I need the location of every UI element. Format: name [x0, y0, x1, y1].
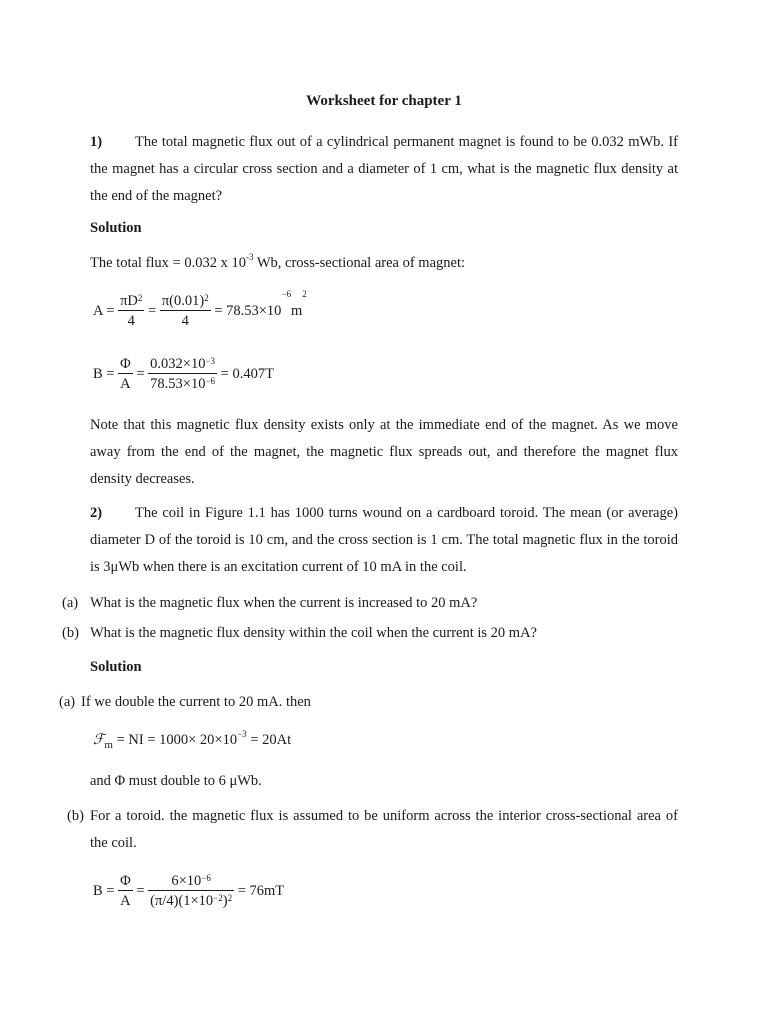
- fraction-numerator-exponent: −6: [201, 873, 211, 883]
- fraction-numerator: Φ: [120, 873, 131, 889]
- question-2a-text: What is the magnetic flux when the current is increased to 20 mA?: [90, 595, 478, 611]
- fraction-numerator: π(0.01): [161, 293, 205, 309]
- mmf-subscript: m: [104, 738, 113, 751]
- mmf-exponent: −3: [237, 729, 247, 739]
- fraction-numerator: πD: [120, 293, 138, 309]
- question-2b: [62, 625, 537, 642]
- equation-b2-lhs: B =: [93, 883, 115, 899]
- question-1-number: 1): [90, 134, 103, 150]
- equation-area-lhs: A =: [93, 303, 115, 319]
- fraction-numerator: 0.032×10: [150, 356, 206, 372]
- fraction-numerator-exponent: −3: [205, 356, 216, 366]
- equation-b-lhs: B =: [93, 366, 115, 382]
- fraction-denominator: (π/4)(1×10: [150, 893, 214, 909]
- fraction-denominator-exponent: −2: [213, 893, 223, 903]
- equation-area: [93, 289, 307, 331]
- equation-b2-fraction-1: [118, 872, 133, 911]
- solution-2a: [59, 694, 311, 711]
- fraction-denominator: 78.53×10: [150, 376, 206, 392]
- equals-sign: =: [136, 883, 145, 899]
- flux-line: [90, 252, 465, 272]
- solution-2b-text: For a toroid. the magnetic flux is assumed to be uniform across the interior cross-sectional area of the coil.: [90, 808, 678, 851]
- question-2b-text: What is the magnetic flux density within the coil when the current is 20 mA?: [90, 625, 537, 641]
- solution-2a-label: (a): [59, 694, 76, 710]
- fraction-denominator: 4: [181, 313, 189, 329]
- fraction-denominator: 4: [127, 313, 135, 329]
- equation-flux-density-2: [93, 872, 284, 911]
- solution-1-label: Solution: [90, 220, 142, 236]
- fraction-numerator-exponent: 2: [204, 293, 209, 303]
- question-2a: [62, 595, 477, 612]
- fraction-denominator-close: ): [222, 893, 228, 909]
- flux-line-text: The total flux = 0.032 x 10: [90, 255, 246, 271]
- equation-area-result: [214, 289, 307, 319]
- solution-2b-label: (b): [67, 808, 84, 824]
- result-unit-exponent: 2: [302, 289, 307, 300]
- result-value: = 78.53×10: [214, 303, 282, 319]
- equation-area-fraction-2: [160, 292, 211, 331]
- solution-2-label: Solution: [90, 659, 142, 675]
- fraction-numerator-exponent: 2: [137, 293, 143, 303]
- flux-double-line: and Φ must double to 6 μWb.: [90, 773, 262, 789]
- result-exponent: −6: [281, 289, 292, 300]
- flux-line-text-end: Wb, cross-sectional area of magnet:: [253, 255, 465, 271]
- equation-b-fraction-1: [118, 355, 133, 394]
- mmf-expression: = NI = 1000× 20×10: [112, 732, 238, 748]
- page-title: Worksheet for chapter 1: [306, 93, 462, 109]
- equation-flux-density: [93, 355, 274, 394]
- equals-sign: =: [148, 303, 157, 319]
- equation-b2-fraction-2: [148, 872, 234, 911]
- question-2b-label: (b): [62, 625, 79, 641]
- equation-mmf: [93, 729, 292, 751]
- equation-b2-result: = 76mT: [237, 883, 285, 899]
- question-2-number: 2): [90, 505, 103, 521]
- result-unit: m: [291, 303, 303, 319]
- equation-area-fraction-1: [118, 292, 144, 331]
- fraction-numerator: 6×10: [171, 873, 202, 889]
- mmf-result: = 20At: [246, 732, 292, 748]
- question-1-text: The total magnetic flux out of a cylindrical permanent magnet is found to be 0.032 mWb. If the magnet has a circular cross section and a diameter of 1 cm, what is the magnetic flux density at the end of the magnet?: [90, 134, 678, 204]
- equation-b-fraction-2: [148, 355, 217, 394]
- fraction-denominator-power: 2: [227, 893, 233, 903]
- question-2a-label: (a): [62, 595, 79, 611]
- equals-sign: =: [136, 366, 145, 382]
- fraction-numerator: Φ: [120, 356, 131, 372]
- question-2-text: The coil in Figure 1.1 has 1000 turns wound on a cardboard toroid. The mean (or average) diameter D of the toroid is 10 cm, and the cross section is 1 cm. The total magnetic flux in the toroid is 3μWb when there is an excitation current of 10 mA in the coil.: [90, 505, 678, 575]
- question-2: [90, 500, 678, 581]
- equation-b-result: = 0.407T: [220, 366, 274, 382]
- fraction-denominator: A: [120, 376, 131, 392]
- question-1: [90, 129, 678, 210]
- flux-line-exponent: -3: [245, 252, 254, 262]
- note-paragraph: Note that this magnetic flux density exists only at the immediate end of the magnet. As we move away from the end of the magnet, the magnetic flux spreads out, and therefore the magnet flux density decreases.: [90, 417, 678, 487]
- solution-2a-text: If we double the current to 20 mA. then: [81, 694, 311, 710]
- fraction-denominator: A: [120, 893, 131, 909]
- mmf-symbol: ℱ: [93, 732, 105, 748]
- fraction-denominator-exponent: −6: [205, 376, 216, 386]
- solution-2b: [67, 803, 678, 857]
